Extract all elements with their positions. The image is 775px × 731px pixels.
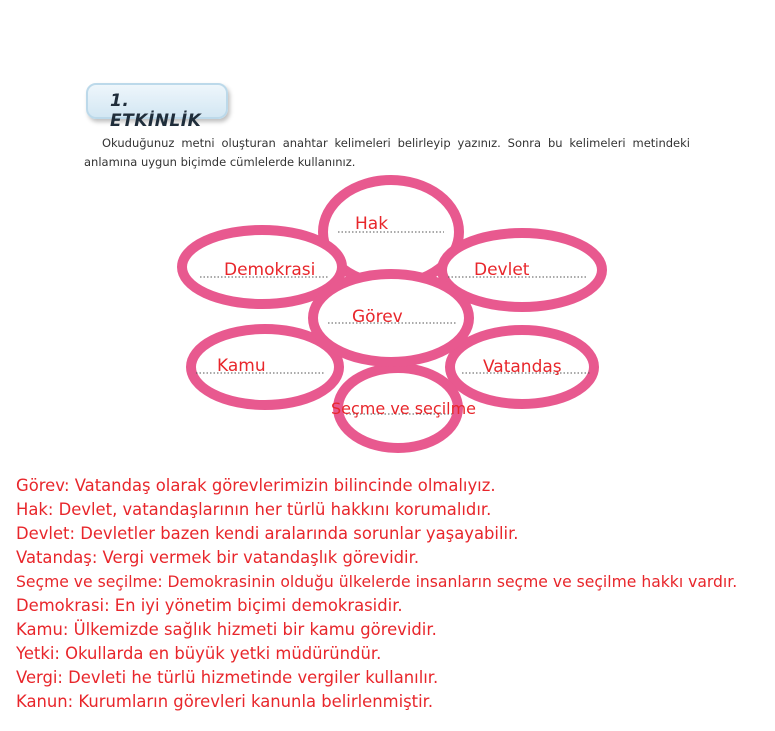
label-center: Görev — [352, 307, 403, 327]
answer-line: Vatandaş: Vergi vermek bir vatandaşlık görevidir. — [16, 548, 420, 567]
instruction-text: Okuduğunuz metni oluşturan anahtar kelimeleri belirleyip yazınız. Sonra bu kelimeleri metindeki anlamına uygun biçimde cümlelerde kullanınız. — [84, 136, 690, 169]
label-bottom: Seçme ve seçilme — [331, 399, 477, 418]
label-lower-right: Vatandaş — [483, 357, 562, 377]
answer-line: Demokrasi: En iyi yönetim biçimi demokrasidir. — [16, 596, 403, 615]
label-upper-left: Demokrasi — [224, 260, 316, 280]
answer-line: Seçme ve seçilme: Demokrasinin olduğu ülkelerde insanların seçme ve seçilme hakkı vardır. — [16, 573, 738, 591]
answer-line: Kanun: Kurumların görevleri kanunla belirlenmiştir. — [16, 692, 434, 711]
label-lower-left: Kamu — [217, 356, 266, 376]
label-top: Hak — [355, 214, 389, 234]
answer-list — [16, 474, 737, 714]
answer-line: Devlet: Devletler bazen kendi aralarında sorunlar yaşayabilir. — [16, 524, 519, 543]
answer-line: Vergi: Devleti he türlü hizmetinde vergiler kullanılır. — [16, 668, 439, 687]
label-upper-right: Devlet — [474, 260, 530, 280]
answer-line: Kamu: Ülkemizde sağlık hizmeti bir kamu görevidir. — [16, 620, 437, 639]
answer-line: Hak: Devlet, vatandaşlarının her türlü hakkını korumalıdır. — [16, 500, 492, 519]
answer-line: Görev: Vatandaş olarak görevlerimizin bilincinde olmalıyız. — [16, 476, 496, 495]
answer-line: Yetki: Okullarda en büyük yetki müdüründür. — [16, 644, 382, 663]
activity-title: 1. ETKİNLİK — [110, 91, 202, 131]
